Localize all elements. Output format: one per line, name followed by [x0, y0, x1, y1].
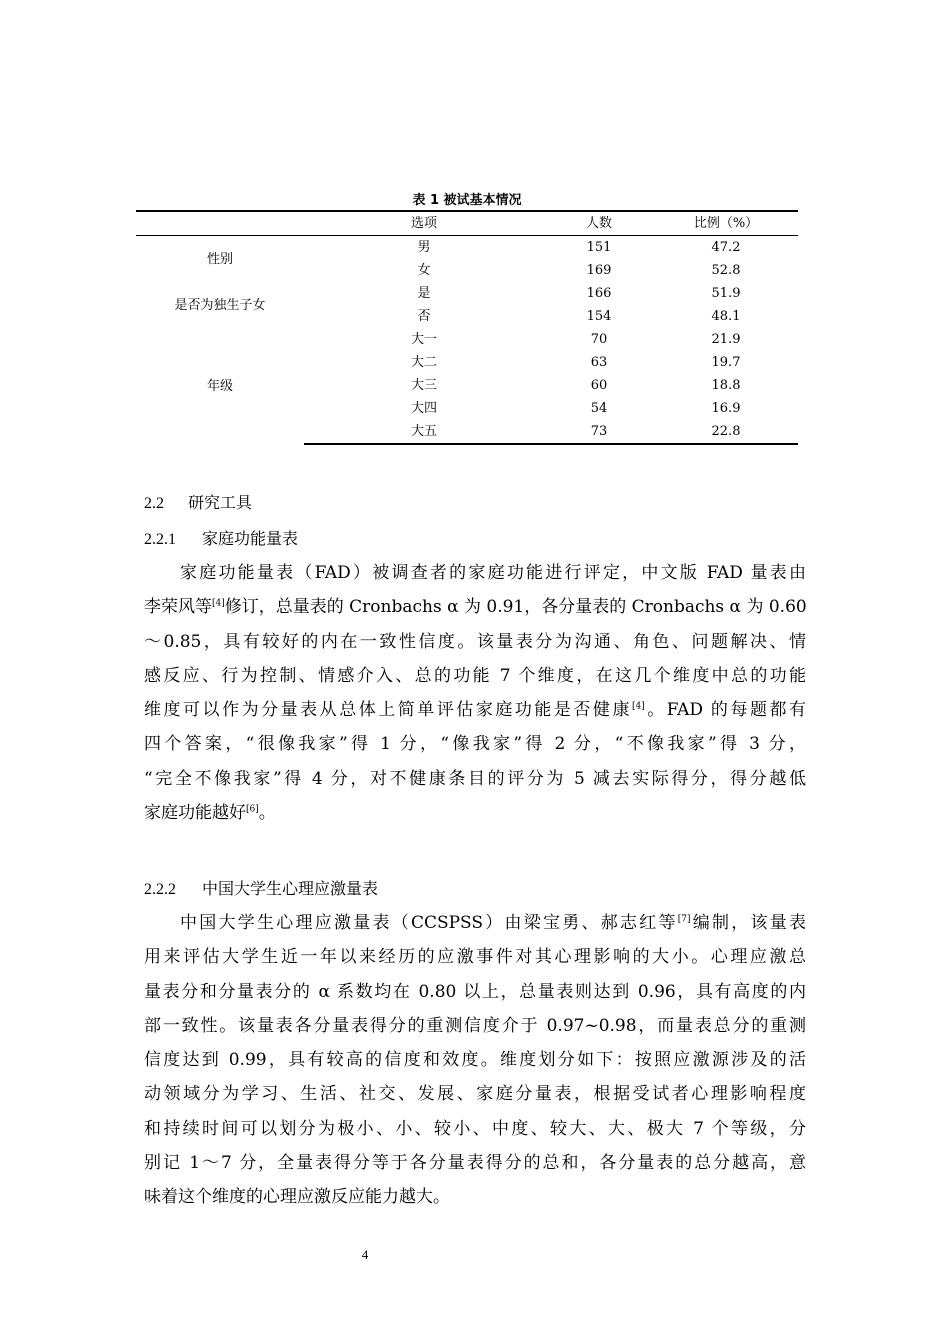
table-header-row: [136, 211, 798, 236]
count-cell: 154: [586, 309, 612, 324]
table-row: [136, 282, 798, 305]
ratio-cell: 52.8: [711, 263, 741, 278]
option-cell: 是: [417, 286, 431, 301]
count-cell: 60: [590, 378, 608, 393]
option-cell: 大四: [410, 401, 437, 416]
text-line: 信度达到 0.99，具有较高的信度和效度。维度划分如下：按照应激源涉及的活: [144, 1050, 806, 1071]
text-line: 四个答案，“很像我家”得 1 分，“像我家”得 2 分，“不像我家”得 3 分，: [144, 734, 806, 755]
text-line: 中国大学生心理应激量表（CCSPSS）由梁宝勇、郝志红等[7]编制，该量表: [180, 913, 807, 933]
count-cell: 54: [590, 401, 608, 416]
option-cell: 大一: [410, 332, 437, 347]
citation: [4]: [212, 598, 225, 609]
text-line: “完全不像我家”得 4 分，对不健康条目的评分为 5 减去实际得分，得分越低: [144, 768, 806, 789]
text-line: 李荣风等[4]修订，总量表的 Cronbachs α 为 0.91，各分量表的 Cronbachs α 为 0.60: [144, 597, 807, 618]
citation: [6]: [246, 804, 259, 815]
table-header-cell: 人数: [585, 216, 612, 231]
table-header-cell: 选项: [410, 216, 437, 231]
ratio-cell: 19.7: [711, 355, 741, 370]
ratio-cell: 16.9: [711, 401, 741, 416]
text-line: 和持续时间可以划分为极小、小、较小、中度、较大、大、极大 7 个等级，分: [144, 1118, 806, 1139]
count-cell: 70: [590, 332, 608, 347]
text-line: 感反应、行为控制、情感介入、总的功能 7 个维度，在这几个维度中总的功能: [144, 665, 806, 686]
table-row: [136, 328, 798, 351]
count-cell: 169: [586, 263, 612, 278]
subject-info-table: [136, 210, 798, 445]
page-number: 4: [361, 1247, 369, 1262]
table-row: [136, 236, 798, 260]
text-line: 量表分和分量表分的 α 系数均在 0.80 以上，总量表则达到 0.96，具有高度的内: [144, 981, 806, 1002]
section-heading-2-2-2: [144, 876, 378, 899]
text-line: 家庭功能越好[6]。: [144, 803, 276, 824]
section-heading-2-2: [144, 490, 252, 513]
ratio-cell: 22.8: [654, 420, 798, 444]
table-header-cell: 比例（%）: [693, 216, 759, 231]
option-cell: 女: [417, 263, 431, 278]
section-number: 2.2.2: [144, 881, 176, 898]
section-title: 研究工具: [188, 493, 253, 512]
section-heading-2-2-1: [144, 526, 298, 549]
section-number: 2.2: [144, 495, 164, 512]
text-line: 维度可以作为分量表从总体上简单评估家庭功能是否健康[4]。FAD 的每题都有: [144, 700, 806, 721]
table-caption: 表 1 被试基本情况: [412, 193, 522, 208]
paragraph-ccspss: [144, 906, 806, 1215]
group-label: 性别: [206, 251, 233, 267]
ratio-cell: 21.9: [711, 332, 741, 347]
text-line: 部一致性。该量表各分量表得分的重测信度介于 0.97~0.98，而量表总分的重测: [144, 1015, 806, 1036]
citation: [4]: [631, 701, 645, 712]
section-number: 2.2.1: [144, 531, 176, 548]
text-line: 别记 1～7 分，全量表得分等于各分量表得分的总和，各分量表的总分越高，意: [144, 1153, 806, 1174]
count-cell: 166: [586, 286, 612, 301]
section-title: 家庭功能量表: [202, 529, 299, 548]
text-line: 味着这个维度的心理应激反应能力越大。: [144, 1187, 450, 1208]
ratio-cell: 48.1: [711, 309, 741, 324]
ratio-cell: 51.9: [711, 286, 741, 301]
option-cell: 大二: [410, 355, 437, 370]
count-cell: 63: [590, 355, 608, 370]
ratio-cell: 18.8: [711, 378, 741, 393]
text-line: 家庭功能量表（FAD）被调查者的家庭功能进行评定，中文版 FAD 量表由: [180, 563, 806, 583]
option-cell: 男: [417, 240, 431, 255]
option-cell: 大五: [304, 420, 544, 444]
text-line: 用来评估大学生近一年以来经历的应激事件对其心理影响的大小。心理应激总: [144, 947, 806, 968]
citation: [7]: [677, 914, 691, 925]
section-title: 中国大学生心理应激量表: [202, 879, 379, 898]
group-label: 年级: [206, 378, 233, 394]
table-header-cell: [136, 211, 304, 236]
option-cell: 大三: [410, 378, 437, 393]
paragraph-fad: [144, 556, 806, 830]
count-cell: 73: [544, 420, 654, 444]
option-cell: 否: [417, 309, 431, 324]
count-cell: 151: [586, 240, 612, 255]
ratio-cell: 47.2: [711, 240, 741, 255]
text-line: 动领域分为学习、生活、社交、发展、家庭分量表，根据受试者心理影响程度: [144, 1084, 806, 1105]
text-line: ～0.85，具有较好的内在一致性信度。该量表分为沟通、角色、问题解决、情: [144, 631, 806, 652]
group-label: 是否为独生子女: [174, 297, 266, 313]
